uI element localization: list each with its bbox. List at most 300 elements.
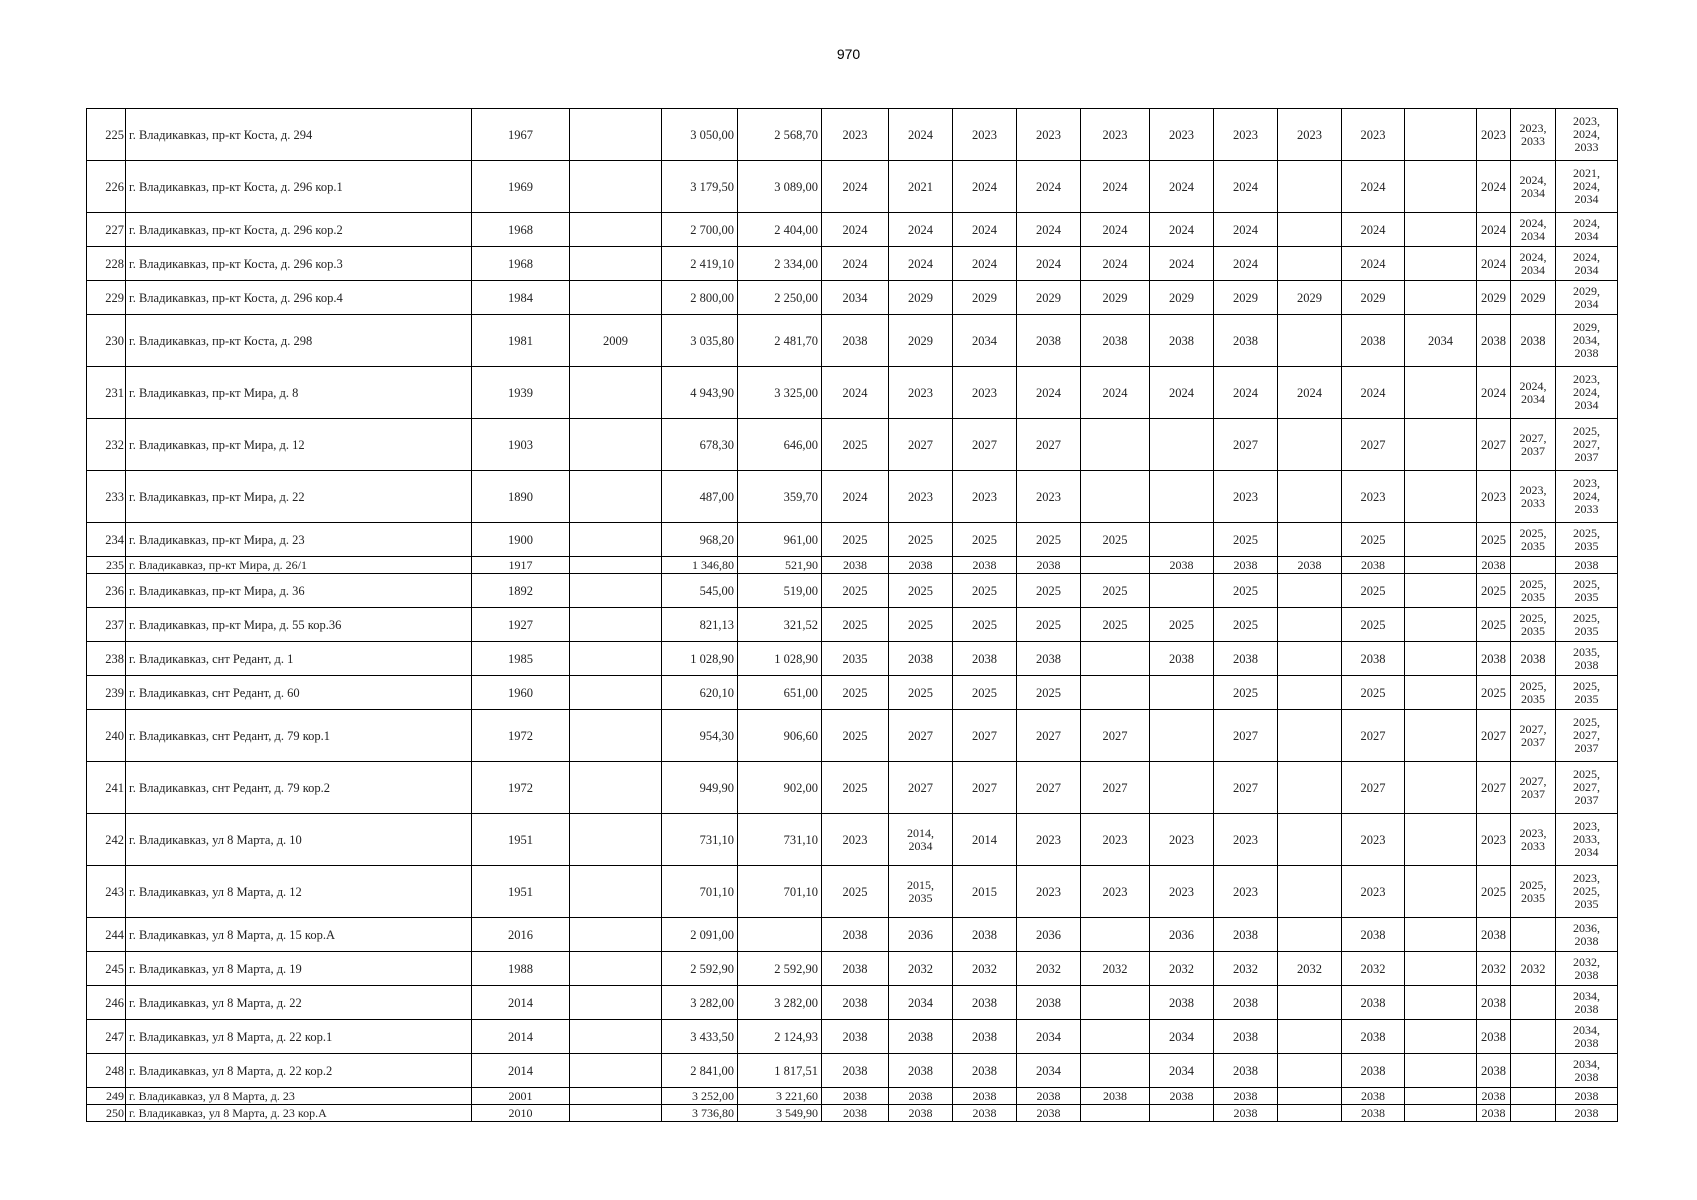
repair-year-cell: 2023 [1017,866,1081,918]
repair-year-cell: 2023 [1214,814,1278,866]
repair-year-cell: 2025 [822,574,889,608]
repair-year-cell [1405,814,1477,866]
repair-year-cell: 2038 [953,1105,1017,1122]
repair-year-cell [1150,1105,1214,1122]
repair-year-cell: 2023 [1342,814,1405,866]
row-number: 235 [87,557,126,574]
repair-year-cell: 2038 [1342,1020,1405,1054]
repair-year-cell: 2038 [1477,1105,1511,1122]
repair-year-cell: 2024 [1081,161,1150,213]
table-row [87,1088,1618,1105]
row-number: 249 [87,1088,126,1105]
repair-year-cell: 2023 [1477,109,1511,161]
repair-year-cell [1081,1054,1150,1088]
table-row [87,952,1618,986]
repair-year-cell: 2036 [1150,918,1214,952]
repair-year-cell: 2024 [822,471,889,523]
page-number: 970 [836,46,861,62]
repair-year-cell: 2038 [889,1054,953,1088]
repair-year-cell: 2023 [889,471,953,523]
total-area-cell: 620,10 [662,676,738,710]
total-area-cell: 2 419,10 [662,247,738,281]
repair-year-cell [1278,523,1342,557]
reconstruction-year-cell [570,866,662,918]
total-area-cell: 821,13 [662,608,738,642]
living-area-cell: 2 568,70 [738,109,822,161]
repair-year-cell: 2025 [1214,523,1278,557]
living-area-cell: 646,00 [738,419,822,471]
total-area-cell: 701,10 [662,866,738,918]
repair-year-cell: 2027 [1477,419,1511,471]
repair-year-cell: 2038 [1017,986,1081,1020]
repair-year-cell: 2024 [1477,367,1511,419]
repair-year-cell: 2029 [1214,281,1278,315]
address-cell: г. Владикавказ, пр-кт Мира, д. 26/1 [126,557,472,574]
repair-year-cell: 2038 [1477,986,1511,1020]
repair-year-cell: 2023 [1150,814,1214,866]
repair-year-cell: 2023 [1214,471,1278,523]
repair-year-cell: 2023, 2024, 2034 [1556,367,1618,419]
total-area-cell: 954,30 [662,710,738,762]
total-area-cell: 2 592,90 [662,952,738,986]
repair-year-cell: 2025, 2035 [1511,574,1556,608]
repair-year-cell [1278,986,1342,1020]
repair-year-cell [1511,986,1556,1020]
repair-year-cell: 2038 [1214,1020,1278,1054]
repair-year-cell: 2023 [953,367,1017,419]
address-cell: г. Владикавказ, пр-кт Коста, д. 294 [126,109,472,161]
repair-year-cell [1150,676,1214,710]
address-cell: г. Владикавказ, пр-кт Коста, д. 296 кор.4 [126,281,472,315]
repair-year-cell: 2024 [822,213,889,247]
reconstruction-year-cell: 2009 [570,315,662,367]
repair-year-cell: 2025 [822,762,889,814]
table-row [87,109,1618,161]
repair-year-cell: 2034 [953,315,1017,367]
repair-year-cell: 2034 [1405,315,1477,367]
build-year-cell: 1960 [472,676,570,710]
repair-year-cell: 2038 [953,1088,1017,1105]
build-year-cell: 1981 [472,315,570,367]
repair-year-cell: 2024 [1017,367,1081,419]
repair-year-cell: 2025 [822,523,889,557]
repair-year-cell: 2025 [1342,676,1405,710]
reconstruction-year-cell [570,247,662,281]
repair-year-cell: 2036 [889,918,953,952]
repair-year-cell: 2038 [1477,1020,1511,1054]
reconstruction-year-cell [570,213,662,247]
repair-year-cell: 2024 [1342,161,1405,213]
repair-year-cell: 2038 [1017,642,1081,676]
table-row [87,676,1618,710]
repair-year-cell: 2023 [1342,109,1405,161]
repair-year-cell: 2029 [1278,281,1342,315]
repair-year-cell: 2027 [953,710,1017,762]
repair-year-cell [1278,247,1342,281]
repair-year-cell: 2025 [822,419,889,471]
repair-year-cell: 2023, 2025, 2035 [1556,866,1618,918]
repair-year-cell: 2038 [1556,557,1618,574]
reconstruction-year-cell [570,918,662,952]
repair-year-cell [1405,1105,1477,1122]
table-row [87,918,1618,952]
build-year-cell: 1967 [472,109,570,161]
repair-year-cell: 2024 [1017,247,1081,281]
repair-year-cell: 2038 [1214,315,1278,367]
repair-year-cell: 2034 [1150,1054,1214,1088]
row-number: 238 [87,642,126,676]
reconstruction-year-cell [570,1088,662,1105]
repair-year-cell: 2023, 2024, 2033 [1556,109,1618,161]
repair-year-cell [1511,1105,1556,1122]
repair-year-cell: 2038 [1477,315,1511,367]
repair-year-cell [1405,1020,1477,1054]
repair-year-cell: 2023 [1477,471,1511,523]
repair-year-cell: 2038 [1214,557,1278,574]
reconstruction-year-cell [570,1105,662,1122]
build-year-cell: 1984 [472,281,570,315]
repair-year-cell: 2038 [889,557,953,574]
repair-year-cell: 2038 [1511,642,1556,676]
repair-year-cell: 2023 [1342,866,1405,918]
repair-year-cell: 2025 [1477,866,1511,918]
address-cell: г. Владикавказ, ул 8 Марта, д. 22 кор.2 [126,1054,472,1088]
reconstruction-year-cell [570,710,662,762]
repair-year-cell [1405,762,1477,814]
repair-year-cell: 2025 [1081,608,1150,642]
build-year-cell: 1951 [472,814,570,866]
address-cell: г. Владикавказ, снт Редант, д. 1 [126,642,472,676]
build-year-cell: 1927 [472,608,570,642]
repair-year-cell: 2024 [1214,247,1278,281]
repair-year-cell [1278,1105,1342,1122]
repair-year-cell: 2024 [1017,161,1081,213]
repair-year-cell: 2027 [1017,710,1081,762]
repair-year-cell [1081,1020,1150,1054]
living-area-cell: 521,90 [738,557,822,574]
address-cell: г. Владикавказ, пр-кт Коста, д. 296 кор.3 [126,247,472,281]
repair-year-cell: 2038 [1214,918,1278,952]
repair-year-cell: 2038 [1342,1054,1405,1088]
repair-year-cell: 2024, 2034 [1511,247,1556,281]
table-row [87,471,1618,523]
repair-year-cell: 2025, 2035 [1511,676,1556,710]
repair-year-cell [1511,918,1556,952]
row-number: 239 [87,676,126,710]
row-number: 227 [87,213,126,247]
living-area-cell: 2 250,00 [738,281,822,315]
table-row [87,1054,1618,1088]
repair-year-cell: 2024 [1477,247,1511,281]
repair-year-cell: 2025 [889,523,953,557]
repair-year-cell: 2038 [1017,315,1081,367]
repair-year-cell [1278,213,1342,247]
repair-year-cell: 2024 [953,247,1017,281]
repair-year-cell [1405,642,1477,676]
row-number: 229 [87,281,126,315]
repair-year-cell [1405,1088,1477,1105]
repair-year-cell: 2025 [822,676,889,710]
table-row [87,315,1618,367]
reconstruction-year-cell [570,523,662,557]
repair-year-cell: 2038 [1556,1088,1618,1105]
build-year-cell: 1968 [472,247,570,281]
repair-year-cell: 2023 [1081,814,1150,866]
repair-year-cell [1405,608,1477,642]
repair-year-cell: 2014 [953,814,1017,866]
repair-year-cell: 2038 [1214,642,1278,676]
build-year-cell: 2001 [472,1088,570,1105]
repair-year-cell [1405,161,1477,213]
reconstruction-year-cell [570,986,662,1020]
row-number: 237 [87,608,126,642]
repair-year-cell: 2034 [822,281,889,315]
repair-year-cell: 2024 [889,213,953,247]
repair-year-cell: 2025, 2035 [1511,866,1556,918]
repair-year-cell [1150,710,1214,762]
repair-year-cell: 2025 [1081,574,1150,608]
repair-year-cell: 2036 [1017,918,1081,952]
living-area-cell: 2 592,90 [738,952,822,986]
living-area-cell: 651,00 [738,676,822,710]
repair-year-cell [1278,419,1342,471]
table-row [87,814,1618,866]
repair-year-cell [1405,676,1477,710]
table-row [87,281,1618,315]
address-cell: г. Владикавказ, снт Редант, д. 79 кор.1 [126,710,472,762]
build-year-cell: 1972 [472,762,570,814]
repair-year-cell: 2025 [1081,523,1150,557]
repair-year-cell: 2029, 2034 [1556,281,1618,315]
living-area-cell: 961,00 [738,523,822,557]
repair-year-cell: 2038 [953,642,1017,676]
reconstruction-year-cell [570,1054,662,1088]
repair-year-cell: 2034, 2038 [1556,1054,1618,1088]
row-number: 248 [87,1054,126,1088]
reconstruction-year-cell [570,642,662,676]
build-year-cell: 1951 [472,866,570,918]
total-area-cell: 545,00 [662,574,738,608]
repair-year-cell: 2038 [1214,1088,1278,1105]
total-area-cell: 2 800,00 [662,281,738,315]
repair-year-cell: 2027, 2037 [1511,710,1556,762]
repair-year-cell: 2025 [822,608,889,642]
repair-year-cell: 2024 [1150,161,1214,213]
repair-year-cell: 2027 [1342,762,1405,814]
repair-year-cell: 2038 [1150,315,1214,367]
reconstruction-year-cell [570,281,662,315]
repair-year-cell: 2023 [1017,471,1081,523]
repair-year-cell: 2025 [953,574,1017,608]
repair-year-cell: 2023, 2024, 2033 [1556,471,1618,523]
repair-year-cell: 2032 [1214,952,1278,986]
repair-year-cell: 2038 [1017,1105,1081,1122]
repair-year-cell: 2027 [953,762,1017,814]
repair-year-cell: 2038 [1342,642,1405,676]
repair-year-cell: 2032, 2038 [1556,952,1618,986]
build-year-cell: 2014 [472,1020,570,1054]
repair-year-cell: 2023 [1081,866,1150,918]
repair-year-cell: 2038 [1342,986,1405,1020]
repair-year-cell: 2024 [1342,367,1405,419]
repair-year-cell: 2024, 2034 [1511,367,1556,419]
repair-year-cell: 2038 [1342,557,1405,574]
repair-year-cell: 2024 [1081,367,1150,419]
repair-year-cell [1150,471,1214,523]
repair-year-cell: 2038 [1017,1088,1081,1105]
row-number: 228 [87,247,126,281]
repair-year-cell: 2038 [1511,315,1556,367]
reconstruction-year-cell [570,471,662,523]
total-area-cell: 3 433,50 [662,1020,738,1054]
repair-year-cell: 2024 [953,213,1017,247]
repair-year-cell: 2038 [1477,642,1511,676]
repair-year-cell: 2027 [1017,419,1081,471]
repair-year-cell: 2024 [953,161,1017,213]
repair-year-cell: 2025 [953,676,1017,710]
repair-year-cell: 2038 [1477,918,1511,952]
repair-year-cell: 2023 [1150,866,1214,918]
repair-year-cell: 2038 [1150,986,1214,1020]
repair-year-cell: 2025 [1017,608,1081,642]
repair-year-cell [1278,471,1342,523]
repair-year-cell: 2025, 2027, 2037 [1556,762,1618,814]
living-area-cell: 1 028,90 [738,642,822,676]
repair-year-cell: 2024 [1150,213,1214,247]
reconstruction-year-cell [570,161,662,213]
repair-year-cell: 2025 [822,866,889,918]
repair-year-cell: 2025 [1017,676,1081,710]
repair-year-cell: 2025, 2027, 2037 [1556,419,1618,471]
row-number: 242 [87,814,126,866]
total-area-cell: 487,00 [662,471,738,523]
address-cell: г. Владикавказ, ул 8 Марта, д. 23 кор.А [126,1105,472,1122]
repair-year-cell: 2032 [889,952,953,986]
table-row [87,557,1618,574]
repair-year-cell [1511,557,1556,574]
repair-year-cell [1150,762,1214,814]
repair-year-cell: 2029 [1511,281,1556,315]
living-area-cell: 902,00 [738,762,822,814]
build-year-cell: 1892 [472,574,570,608]
row-number: 246 [87,986,126,1020]
total-area-cell: 3 252,00 [662,1088,738,1105]
address-cell: г. Владикавказ, пр-кт Мира, д. 12 [126,419,472,471]
repair-year-cell: 2025 [953,523,1017,557]
repair-year-cell: 2029 [1017,281,1081,315]
repair-year-cell: 2038 [822,1105,889,1122]
repair-year-cell: 2032 [1150,952,1214,986]
repair-year-cell [1511,1054,1556,1088]
address-cell: г. Владикавказ, ул 8 Марта, д. 22 [126,986,472,1020]
repair-year-cell [1278,918,1342,952]
row-number: 226 [87,161,126,213]
repair-year-cell: 2034 [1150,1020,1214,1054]
build-year-cell: 2014 [472,1054,570,1088]
repair-year-cell: 2024 [1150,367,1214,419]
repair-year-cell [1278,866,1342,918]
repair-year-cell: 2027 [1017,762,1081,814]
build-year-cell: 2016 [472,918,570,952]
repair-year-cell [1405,574,1477,608]
build-year-cell: 1900 [472,523,570,557]
repair-year-cell [1405,866,1477,918]
total-area-cell: 678,30 [662,419,738,471]
repair-year-cell: 2038 [889,1020,953,1054]
repair-year-cell: 2027 [1477,710,1511,762]
repair-year-cell: 2038 [822,315,889,367]
repair-year-cell: 2029 [889,281,953,315]
repair-year-cell: 2023, 2033, 2034 [1556,814,1618,866]
repair-year-cell: 2032 [953,952,1017,986]
housing-register-table [86,108,1618,1122]
repair-year-cell: 2038 [1556,1105,1618,1122]
address-cell: г. Владикавказ, ул 8 Марта, д. 12 [126,866,472,918]
repair-year-cell [1278,710,1342,762]
build-year-cell: 1917 [472,557,570,574]
repair-year-cell [1278,574,1342,608]
repair-year-cell: 2029 [1342,281,1405,315]
table-row [87,642,1618,676]
living-area-cell: 321,52 [738,608,822,642]
repair-year-cell: 2034, 2038 [1556,986,1618,1020]
row-number: 234 [87,523,126,557]
repair-year-cell: 2034 [1017,1020,1081,1054]
reconstruction-year-cell [570,574,662,608]
repair-year-cell: 2027, 2037 [1511,419,1556,471]
address-cell: г. Владикавказ, пр-кт Мира, д. 23 [126,523,472,557]
repair-year-cell [1081,986,1150,1020]
repair-year-cell: 2027 [1477,762,1511,814]
repair-year-cell: 2024 [1342,247,1405,281]
repair-year-cell: 2025, 2035 [1556,574,1618,608]
repair-year-cell [1405,419,1477,471]
repair-year-cell [1081,471,1150,523]
repair-year-cell: 2032 [1081,952,1150,986]
repair-year-cell: 2024 [1477,213,1511,247]
repair-year-cell: 2029 [1477,281,1511,315]
table-row [87,161,1618,213]
repair-year-cell: 2023 [1214,866,1278,918]
repair-year-cell: 2023 [822,814,889,866]
repair-year-cell: 2025, 2035 [1556,676,1618,710]
repair-year-cell: 2025 [1477,676,1511,710]
repair-year-cell [1405,710,1477,762]
repair-year-cell [1278,608,1342,642]
row-number: 240 [87,710,126,762]
repair-year-cell: 2024 [822,367,889,419]
reconstruction-year-cell [570,952,662,986]
row-number: 225 [87,109,126,161]
repair-year-cell: 2038 [1214,1105,1278,1122]
repair-year-cell: 2024 [889,109,953,161]
address-cell: г. Владикавказ, снт Редант, д. 60 [126,676,472,710]
living-area-cell: 3 282,00 [738,986,822,1020]
repair-year-cell: 2025 [1342,574,1405,608]
build-year-cell: 2010 [472,1105,570,1122]
repair-year-cell: 2038 [822,1088,889,1105]
repair-year-cell: 2038 [1150,1088,1214,1105]
repair-year-cell [1278,1054,1342,1088]
build-year-cell: 2014 [472,986,570,1020]
repair-year-cell: 2024 [1081,247,1150,281]
repair-year-cell: 2025 [1477,608,1511,642]
repair-year-cell: 2038 [953,1054,1017,1088]
address-cell: г. Владикавказ, пр-кт Мира, д. 8 [126,367,472,419]
repair-year-cell: 2038 [1342,315,1405,367]
address-cell: г. Владикавказ, пр-кт Мира, д. 36 [126,574,472,608]
repair-year-cell: 2038 [1342,918,1405,952]
